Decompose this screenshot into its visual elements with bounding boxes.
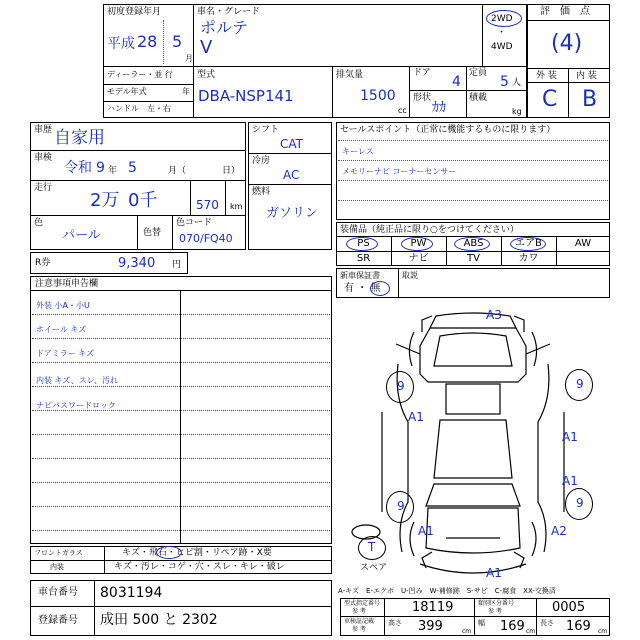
spec-height-label: 高さ: [388, 619, 402, 627]
interior-label: 内 装: [576, 71, 597, 81]
inspection-month: 5: [128, 160, 137, 176]
spec-ref-label-2: 参 考: [488, 608, 502, 615]
usage-value: 自家用: [54, 128, 105, 148]
equipment-navi: ナビ: [408, 253, 429, 264]
equipment-abs-circle: [454, 237, 490, 251]
color-code-label: 色コード: [176, 218, 213, 228]
fuel-label: 燃料: [252, 187, 271, 197]
exterior-label: 外 装: [536, 71, 557, 81]
capacity-unit: 人: [512, 78, 522, 88]
chassis-label: 車台番号: [38, 587, 78, 598]
sales-point-1: キーレス: [342, 147, 374, 156]
color-value: パール: [62, 228, 101, 243]
shift-label: シフト: [252, 125, 280, 135]
wheel-fl: 9: [397, 379, 405, 393]
equipment-aw: AW: [574, 238, 592, 249]
dealer-label: ディーラー・並 行: [107, 70, 173, 79]
model-label: 型式: [197, 70, 216, 80]
notes-label: 注意事項申告欄: [35, 279, 99, 289]
displacement-unit: cc: [398, 106, 407, 115]
car-name-label: 車名・グレード: [197, 7, 261, 17]
door-label: ドア: [413, 68, 431, 78]
spec-unit-3: cm: [598, 628, 608, 635]
inspection-year-unit: 年: [108, 166, 118, 176]
shift-value: CAT: [280, 137, 303, 151]
model-value: DBA-NSP141: [198, 87, 294, 105]
shape-value: ｶｶ: [432, 100, 446, 116]
first-reg-month-unit: 月: [185, 54, 193, 63]
front-glass-label: フロントガラス: [34, 549, 83, 557]
interior-row-options: キズ・汚レ・コゲ・穴・スレ・キレ・破レ: [114, 562, 285, 572]
first-reg-month: 5: [172, 32, 183, 51]
fuel-value: ガソリン: [266, 206, 319, 221]
shape-label: 形状: [413, 93, 432, 103]
equipment-pw: PW: [410, 238, 427, 249]
interior-score: B: [582, 87, 598, 112]
spec-height: 399: [418, 619, 443, 634]
capacity-value: 5: [500, 74, 509, 90]
spec-class-no: 0005: [552, 600, 586, 615]
mileage-sen: 0千: [128, 190, 158, 211]
inspection-year: 9: [96, 160, 105, 176]
note-3: ドアミラー キズ: [36, 349, 95, 358]
evaluation-score: (4): [551, 31, 583, 56]
inspection-day-unit: 日）: [222, 166, 241, 176]
mark-rear: A1: [486, 566, 502, 580]
wheel-rl: 9: [397, 499, 405, 513]
recycle-unit: 円: [172, 260, 182, 270]
drive-4wd: 4WD: [491, 42, 513, 52]
manual-label: 取説: [402, 271, 418, 280]
recycle-box: [30, 252, 188, 274]
spec-class-label: 類別区分番号: [478, 600, 515, 607]
mileage-label: 走行: [34, 183, 53, 193]
spare-mark: T: [368, 540, 376, 554]
inspection-era: 令和: [64, 160, 92, 176]
aircon-label: 冷房: [252, 156, 271, 166]
mark-left-rear: A1: [418, 524, 434, 538]
mileage-rest: 570: [196, 198, 219, 212]
spec-unit-2: cm: [526, 628, 536, 635]
equipment-pw-circle: [401, 237, 433, 251]
mark-right-rear: A2: [551, 524, 567, 538]
spec-width: 169: [500, 619, 525, 634]
recycle-label: R券: [35, 258, 51, 268]
displacement-label: 排気量: [336, 70, 364, 80]
mileage-unit: km: [230, 202, 243, 211]
equipment-ps: PS: [357, 238, 370, 249]
spec-dim-label: 車検証記載: [344, 618, 375, 625]
spec-ref-label-1: 参 考: [352, 608, 366, 615]
warranty-value: 有 ・ 無: [344, 283, 381, 294]
car-name: ポルテ: [200, 18, 249, 37]
door-value: 4: [452, 74, 461, 90]
warranty-label: 新車保証書: [340, 271, 380, 280]
inspection-label: 車検: [34, 153, 53, 163]
equipment-airbag: エアB: [515, 238, 542, 249]
model-year-unit: 年: [182, 87, 190, 96]
plate-label: 登録番号: [38, 615, 78, 626]
equipment-abs: ABS: [463, 238, 484, 249]
damage-legend: A-キズ E-エクボ U-凹み W-補修跡 S-サビ C-腐食 XX-交換済: [338, 587, 556, 595]
spec-length: 169: [566, 619, 591, 634]
sales-points-label: セールスポイント（正常に機能するものに限ります）: [340, 125, 556, 135]
note-5: ナビパスワードロック: [36, 401, 116, 410]
spec-unit-1: cm: [462, 628, 472, 635]
drive-dot: ・: [497, 28, 507, 38]
aircon-value: AC: [283, 168, 300, 182]
spec-length-label: 長さ: [540, 619, 554, 627]
note-4: 内装 キズ、スレ、汚れ: [36, 376, 118, 385]
drive-2wd: 2WD: [491, 14, 513, 24]
equipment-airbag-circle: [510, 237, 546, 251]
spec-width-label: 幅: [478, 619, 485, 627]
spec-ref-label-3: 参 考: [352, 626, 366, 633]
equipment-label: 装備品（純正品に限り○をつけてください）: [340, 225, 519, 235]
interior-row-label: 内装: [50, 563, 64, 571]
first-reg-era: 平成: [107, 36, 135, 52]
color-tone-label: 色替: [143, 228, 162, 238]
mark-left-mid: A1: [408, 410, 424, 424]
equipment-ps-circle: [346, 237, 378, 251]
displacement-value: 1500: [360, 88, 396, 104]
wheel-fr: 9: [576, 377, 584, 391]
car-grade: V: [200, 37, 213, 58]
handle-label: ハンドル 左・右: [107, 104, 171, 113]
plate-value: 成田 500 と 2302: [100, 612, 218, 628]
wheel-rr: 9: [576, 496, 584, 510]
color-label: 色: [34, 218, 44, 228]
equipment-sr: SR: [356, 253, 371, 264]
color-code: 070/FQ40: [179, 232, 233, 245]
model-year-label: モデル年式: [107, 87, 147, 96]
mark-right-mid: A1: [562, 430, 578, 444]
first-reg-year: 28: [137, 32, 158, 51]
warranty-none-circle: [370, 281, 390, 296]
mark-front: A3: [486, 308, 502, 322]
mileage-man: 2万: [90, 190, 120, 211]
equipment-leather: カワ: [518, 253, 539, 264]
evaluation-label: 評 価 点: [540, 6, 590, 17]
note-2: ホイール キズ: [36, 325, 87, 334]
spec-model-no: 18119: [412, 600, 454, 615]
spec-model-label: 型式指定番号: [344, 600, 381, 607]
spare-label: スペア: [360, 563, 388, 573]
exterior-score: C: [542, 87, 558, 112]
recycle-value: 9,340: [118, 256, 156, 271]
note-1: 外装 小A・小U: [36, 301, 90, 310]
chassis-value: 8031194: [100, 585, 163, 601]
inspection-month-unit: 月（: [168, 166, 187, 176]
equipment-tv: TV: [467, 253, 480, 264]
front-glass-circle: [156, 546, 182, 559]
sales-point-2: メモリーナビ コーナーセンサー: [342, 167, 457, 176]
load-label: 積載: [469, 93, 488, 103]
load-unit: kg: [512, 107, 522, 116]
usage-label: 車歴: [34, 125, 53, 135]
mark-right-lower: A1: [562, 474, 578, 488]
front-glass-options: キズ・飛石・ヒビ割・リペア跡・X要: [122, 548, 272, 558]
first-reg-label: 初度登録年月: [107, 7, 162, 17]
capacity-label: 定員: [469, 68, 488, 78]
